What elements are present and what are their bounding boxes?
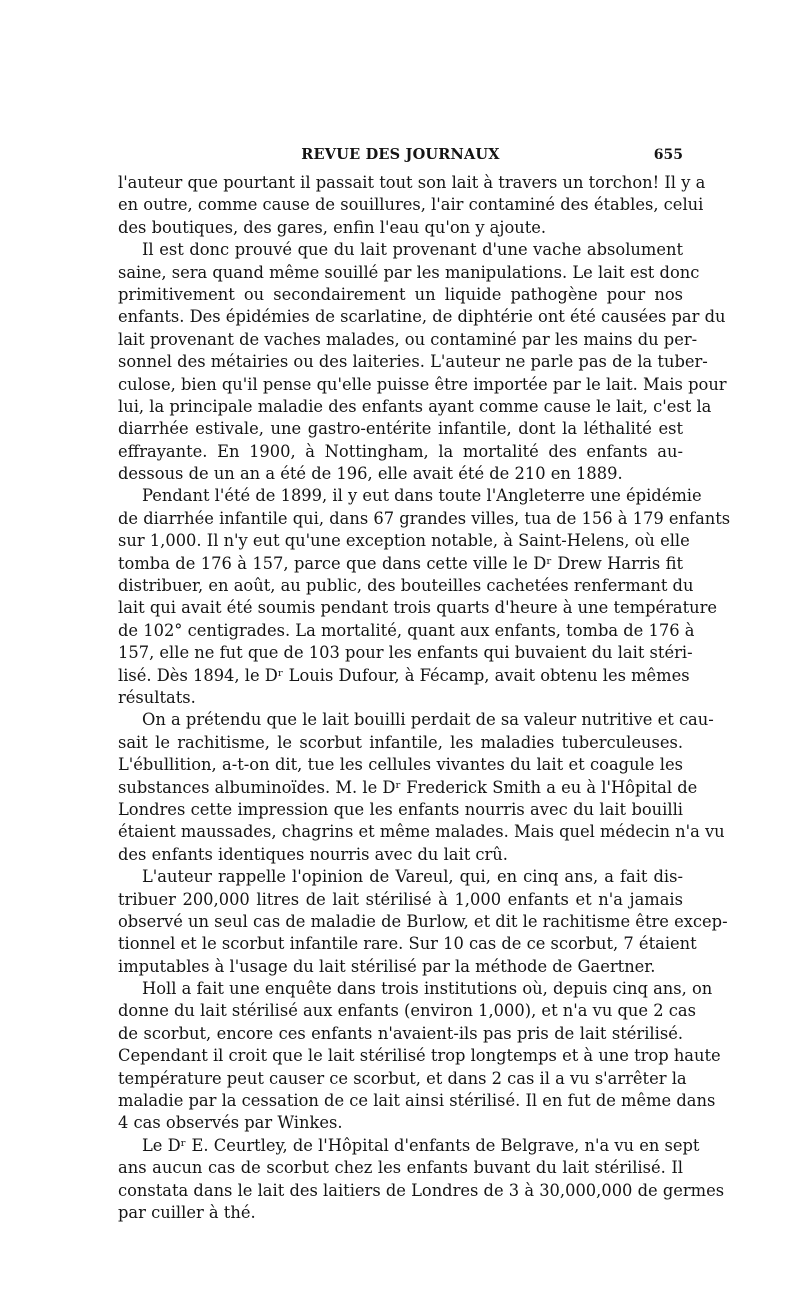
text-line: étaient maussades, chagrins et même malades. Mais quel médecin n'a vu [118,822,725,842]
paragraph [118,978,721,1135]
text-line: L'ébullition, a-t-on dit, tue les cellules vivantes du lait et coagule les [118,755,683,775]
text-line: maladie par la cessation de ce lait ainsi stérilisé. Il en fut de même dans [118,1091,716,1111]
text-line: culose, bien qu'il pense qu'elle puisse être importée par le lait. Mais pour [118,374,727,394]
paragraph [118,239,727,485]
text-line: de diarrhée infantile qui, dans 67 grandes villes, tua de 156 à 179 enfants [118,508,731,528]
text-line: l'auteur que pourtant il passait tout son lait à travers un torchon! Il y a [118,173,706,192]
body-text [118,172,731,1224]
page-header [118,146,683,166]
text-line: des enfants identiques nourris avec du lait crû. [118,844,508,864]
text-line: constata dans le lait des laitiers de Londres de 3 à 30,000,000 de germes [118,1180,725,1200]
text-line: sur 1,000. Il n'y eut qu'une exception notable, à Saint-Helens, où elle [118,531,690,551]
text-line: saine, sera quand même souillé par les manipulations. Le lait est donc [118,262,700,282]
page-number: 655 [653,147,683,163]
text-line: par cuiller à thé. [118,1202,256,1222]
text-line: L'auteur rappelle l'opinion de Vareul, qui, en cinq ans, a fait dis- [142,867,683,887]
text-line: 157, elle ne fut que de 103 pour les enfants qui buvaient du lait stéri- [118,643,693,663]
text-line: ans aucun cas de scorbut chez les enfants buvant du lait stérilisé. Il [118,1158,683,1178]
text-line: On a prétendu que le lait bouilli perdait de sa valeur nutritive et cau- [142,710,714,730]
text-line: Londres cette impression que les enfants nourris avec du lait bouilli [118,799,683,819]
text-line: Holl a fait une enquête dans trois institutions où, depuis cinq ans, on [142,979,713,999]
text-line: distribuer, en août, au public, des bouteilles cachetées renfermant du [118,576,694,596]
text-line: Pendant l'été de 1899, il y eut dans toute l'Angleterre une épidémie [142,486,702,506]
paragraph [118,485,731,709]
text-line: Le Dʳ E. Ceurtley, de l'Hôpital d'enfants de Belgrave, n'a vu en sept [142,1135,700,1155]
text-line: tomba de 176 à 157, parce que dans cette ville le Dʳ Drew Harris fit [118,553,683,573]
text-line: Il est donc prouvé que du lait provenant d'une vache absolument [142,240,683,260]
paragraph [118,1135,725,1225]
text-line: température peut causer ce scorbut, et dans 2 cas il a vu s'arrêter la [118,1068,687,1088]
text-line: en outre, comme cause de souillures, l'air contaminé des étables, celui [118,195,704,215]
text-line: diarrhée estivale, une gastro-entérite infantile, dont la léthalité est [118,419,683,439]
text-line: de scorbut, encore ces enfants n'avaient-ils pas pris de lait stérilisé. [118,1023,683,1043]
text-line: observé un seul cas de maladie de Burlow, et dit le rachitisme être excep- [118,911,728,931]
text-line: imputables à l'usage du lait stérilisé par la méthode de Gaertner. [118,956,656,976]
text-line: effrayante. En 1900, à Nottingham, la mortalité des enfants au- [118,441,683,461]
text-line: des boutiques, des gares, enfin l'eau qu'on y ajoute. [118,217,547,237]
text-line: substances albuminoïdes. M. le Dʳ Frederick Smith a eu à l'Hôpital de [118,777,698,797]
text-line: dessous de un an a été de 196, elle avait été de 210 en 1889. [118,464,623,484]
text-line: sonnel des métairies ou des laiteries. L'auteur ne parle pas de la tuber- [118,352,708,372]
text-line: Cependant il croit que le lait stérilisé trop longtemps et à une trop haute [118,1046,721,1066]
text-line: 4 cas observés par Winkes. [118,1113,343,1133]
text-line: enfants. Des épidémies de scarlatine, de diphtérie ont été causées par du [118,307,726,327]
paragraph [118,866,728,978]
text-line: tionnel et le scorbut infantile rare. Sur 10 cas de ce scorbut, 7 étaient [118,934,697,954]
text-line: donne du lait stérilisé aux enfants (environ 1,000), et n'a vu que 2 cas [118,1001,696,1021]
paragraph [118,709,725,866]
text-line: lisé. Dès 1894, le Dʳ Louis Dufour, à Fécamp, avait obtenu les mêmes [118,665,690,685]
text-line: lui, la principale maladie des enfants ayant comme cause le lait, c'est la [118,396,712,416]
running-title: REVUE DES JOURNAUX [301,146,500,163]
text-line: lait provenant de vaches malades, ou contaminé par les mains du per- [118,329,698,349]
text-line: lait qui avait été soumis pendant trois quarts d'heure à une température [118,598,718,618]
text-line: sait le rachitisme, le scorbut infantile, les maladies tuberculeuses. [118,732,683,752]
text-line: de 102° centigrades. La mortalité, quant aux enfants, tomba de 176 à [118,620,695,640]
text-line: tribuer 200,000 litres de lait stérilisé à 1,000 enfants et n'a jamais [118,889,683,909]
paragraph [118,172,706,239]
text-line: primitivement ou secondairement un liquide pathogène pour nos [118,284,683,304]
text-line: résultats. [118,687,196,707]
